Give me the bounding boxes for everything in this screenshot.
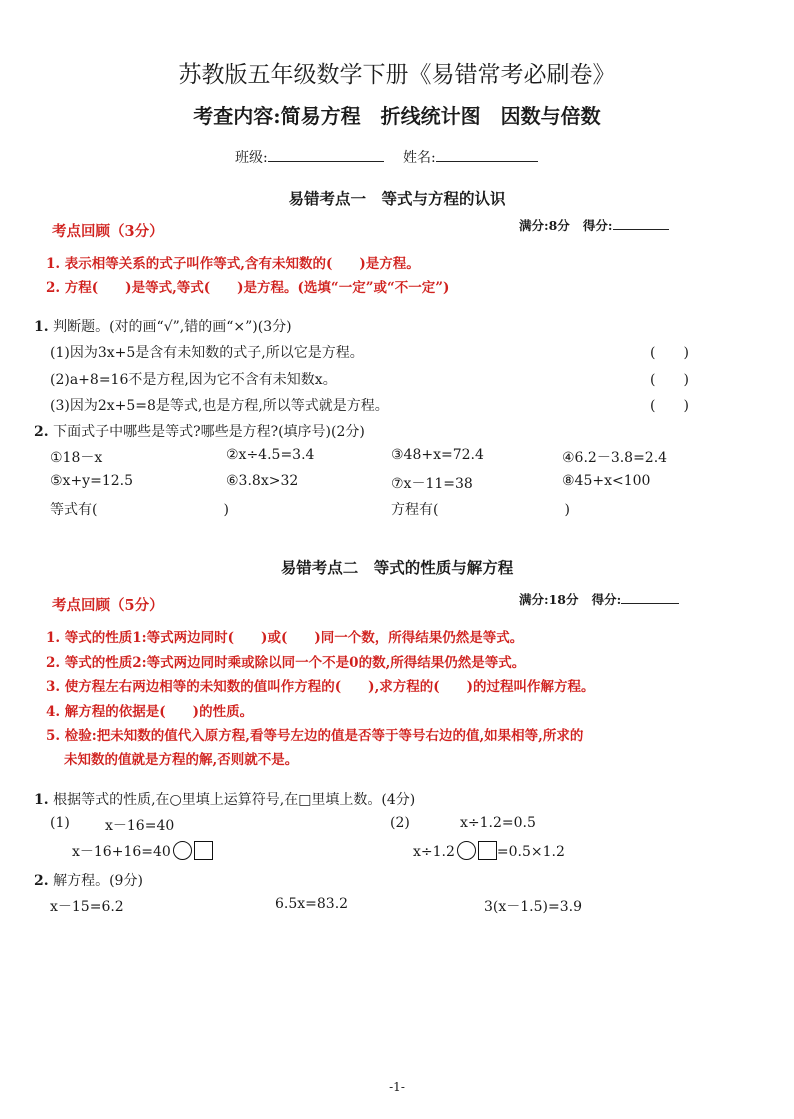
section2-review-item: 1. 等式的性质1:等式两边同时( )或( )同一个数，所得结果仍然是等式。 xyxy=(46,630,524,646)
name-field xyxy=(403,147,538,167)
s1-q1-prompt xyxy=(34,316,292,336)
score-got: 得分: xyxy=(591,592,622,607)
s1-q2-prompt xyxy=(34,421,365,441)
work-line xyxy=(72,841,213,861)
s1-q1-item: (2)a+8=16不是方程,因为它不含有未知数x。 xyxy=(50,372,337,388)
expression-item: ①18－x xyxy=(50,450,103,466)
solve-equation: 6.5x=83.2 xyxy=(275,896,349,912)
section1-heading: 易错考点一 等式与方程的认识 xyxy=(288,189,506,208)
question-number: 1. xyxy=(34,792,49,808)
question-text: 判断题。(对的画“√”,错的画“×”)(3分) xyxy=(53,319,292,335)
expression-item: ②x÷4.5=3.4 xyxy=(226,447,315,463)
section2-score xyxy=(519,590,679,608)
equation: x÷1.2=0.5 xyxy=(460,815,536,831)
score-blank[interactable] xyxy=(621,591,679,604)
operator-circle[interactable] xyxy=(173,841,192,860)
section2-review-item: 2. 等式的性质2:等式两边同时乘或除以同一个不是0的数,所得结果仍然是等式。 xyxy=(46,655,526,671)
question-number: 2. xyxy=(34,873,49,889)
s2-q1-prompt xyxy=(34,789,415,809)
operator-circle[interactable] xyxy=(457,841,476,860)
work-expression: x÷1.2 xyxy=(413,844,455,860)
s2-q2-prompt xyxy=(34,870,143,890)
sub-question-label: (2) xyxy=(390,815,410,831)
question-number: 2. xyxy=(34,424,49,440)
solve-equation: 3(x－1.5)=3.9 xyxy=(484,899,582,915)
work-expression: =0.5×1.2 xyxy=(496,844,565,860)
section2-review-title: 考点回顾（5分） xyxy=(52,597,164,614)
work-line xyxy=(413,841,565,860)
section1-review-item: 2. 方程( )是等式,等式( )是方程。(选填“一定”或“不一定”) xyxy=(46,280,450,296)
s1-q1-item: (1)因为3x+5是含有未知数的式子,所以它是方程。 xyxy=(50,345,364,361)
name-blank[interactable] xyxy=(436,147,538,162)
answer-paren[interactable]: ( ) xyxy=(650,398,689,414)
section1-score xyxy=(519,216,669,234)
number-square[interactable] xyxy=(194,841,213,860)
score-full: 满分:8分 xyxy=(519,218,570,233)
work-expression: x－16+16=40 xyxy=(72,844,171,860)
s1-q1-item: (3)因为2x+5=8是等式,也是方程,所以等式就是方程。 xyxy=(50,398,389,414)
expression-item: ⑧45+x<100 xyxy=(562,473,651,489)
question-number: 1. xyxy=(34,319,49,335)
class-label: 班级: xyxy=(235,150,268,166)
fangcheng-answer[interactable]: 方程有( ) xyxy=(391,502,570,518)
page-number: -1- xyxy=(389,1080,405,1094)
section1-review-item: 1. 表示相等关系的式子叫作等式,含有未知数的( )是方程。 xyxy=(46,256,420,272)
expression-item: ③48+x=72.4 xyxy=(391,447,484,463)
name-label: 姓名: xyxy=(403,150,436,166)
section2-review-item: 4. 解方程的依据是( )的性质。 xyxy=(46,704,254,720)
solve-equation: x－15=6.2 xyxy=(50,899,124,915)
answer-paren[interactable]: ( ) xyxy=(650,345,689,361)
page-subtitle: 考查内容:简易方程 折线统计图 因数与倍数 xyxy=(193,104,601,128)
class-blank[interactable] xyxy=(268,147,384,162)
section2-review-item: 未知数的值就是方程的解,否则就不是。 xyxy=(64,752,299,768)
score-got: 得分: xyxy=(582,218,613,233)
expression-item: ⑦x－11=38 xyxy=(391,476,473,492)
question-text: 解方程。(9分) xyxy=(53,873,143,889)
class-field xyxy=(235,147,384,167)
number-square[interactable] xyxy=(478,841,497,860)
sub-question-label: (1) xyxy=(50,815,70,831)
question-text: 根据等式的性质,在○里填上运算符号,在□里填上数。(4分) xyxy=(53,792,416,808)
answer-paren[interactable]: ( ) xyxy=(650,372,689,388)
page-title: 苏教版五年级数学下册《易错常考必刷卷》 xyxy=(178,62,616,88)
expression-item: ④6.2－3.8=2.4 xyxy=(562,450,668,466)
question-text: 下面式子中哪些是等式?哪些是方程?(填序号)(2分) xyxy=(53,424,365,440)
score-blank[interactable] xyxy=(613,217,669,230)
section2-review-item: 5. 检验:把未知数的值代入原方程,看等号左边的值是否等于等号右边的值,如果相等,所求的 xyxy=(46,728,584,744)
score-full: 满分:18分 xyxy=(519,592,579,607)
equations-answer[interactable]: 等式有( ) xyxy=(50,502,229,518)
expression-item: ⑥3.8x>32 xyxy=(226,473,299,489)
section1-review-title: 考点回顾（3分） xyxy=(52,223,164,240)
section2-review-item: 3. 使方程左右两边相等的未知数的值叫作方程的( ),求方程的( )的过程叫作解方程。 xyxy=(46,679,595,695)
expression-item: ⑤x+y=12.5 xyxy=(50,473,133,489)
equation: x－16=40 xyxy=(105,818,175,834)
section2-heading: 易错考点二 等式的性质与解方程 xyxy=(280,558,514,577)
